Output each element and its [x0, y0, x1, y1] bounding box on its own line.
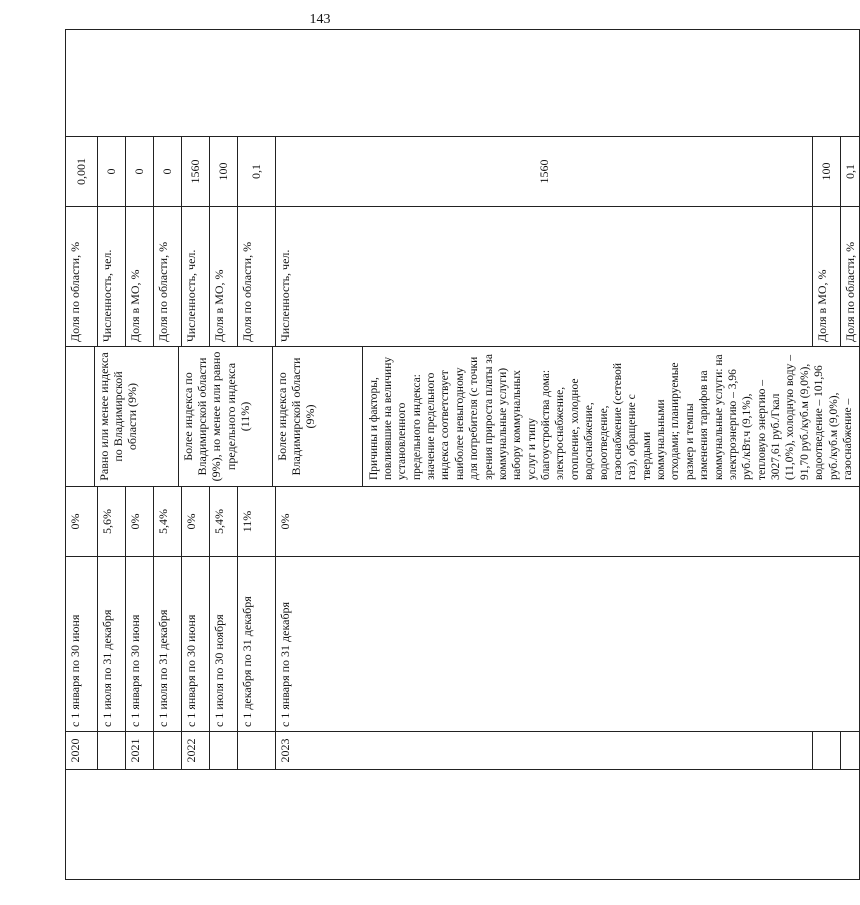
year-cell: 2020 [66, 732, 98, 770]
period-cell: с 1 июля по 31 декабря [98, 557, 126, 732]
index-cell: 5,4% [154, 487, 182, 557]
period-cell: с 1 июля по 30 ноября [210, 557, 238, 732]
indicator-cell: Доля в МО, % [126, 207, 154, 347]
value-cell: 0 [154, 137, 182, 207]
year-cell: 2022 [182, 732, 210, 770]
category-cell-mid: Более индекса по Владимирской области (9%), но менее или равно предельного индекса (11%) [178, 347, 272, 486]
period-cell: с 1 января по 31 декабря [276, 557, 860, 732]
category-cell-high: Более индекса по Владимирской области (9%) [272, 347, 362, 486]
value-cell: 0 [126, 137, 154, 207]
page-number: 143 [309, 12, 331, 27]
period-cell: с 1 декабря по 31 декабря [238, 557, 276, 732]
period-cell: с 1 января по 30 июня [182, 557, 210, 732]
rotated-table-sheet [65, 30, 857, 880]
indicator-cell: Доля в МО, % [812, 207, 840, 347]
period-cell: с 1 июля по 31 декабря [154, 557, 182, 732]
index-cell: 11% [238, 487, 276, 557]
index-cell: 5,6% [98, 487, 126, 557]
year-cell: 2021 [126, 732, 154, 770]
period-cell: с 1 января по 30 июня [66, 557, 98, 732]
indicator-cell: Доля по области, % [154, 207, 182, 347]
value-cell: 0,1 [238, 137, 276, 207]
indicator-cell: Доля по области, % [66, 207, 98, 347]
value-cell: 0,1 [840, 137, 859, 207]
value-cell: 1560 [276, 137, 813, 207]
year-cell: 2023 [276, 732, 813, 770]
empty-right-column [66, 30, 860, 137]
indicator-cell: Доля по области, % [840, 207, 859, 347]
index-cell: 0% [182, 487, 210, 557]
index-cell: 0% [276, 487, 860, 557]
index-cell: 0% [126, 487, 154, 557]
empty-left-column [66, 770, 860, 880]
indicator-cell: Численность, чел. [182, 207, 210, 347]
period-cell: с 1 января по 30 июня [126, 557, 154, 732]
value-cell: 0 [98, 137, 126, 207]
reasons-text: Причины и факторы, повлиявшие на величину установленного предельного индекса: значение предельного индекса соответствует наиболее невыгодному для потребителя (с точки зрения прироста платы за коммунальные услуги) набору коммунальных услуг и типу благоустройства дома: электроснабжение, отопление, холодное водоснабжение, водоотведение, газоснабжение (сетевой газ), обращение с твердыми коммунальными отходами; планируемые размер и темпы изменения тарифов на коммунальные услуги: на электроэнергию – 3,96 руб./кВт.ч (9,1%), тепловую энергию – 3027,61 руб./Гкал (11,0%), холодную воду – 91,70 руб./куб.м (9,0%), водоотведение – 101,96 руб./куб.м (9,0%), газоснабжение – [367, 354, 854, 480]
value-cell: 100 [210, 137, 238, 207]
indicator-cell: Доля в МО, % [210, 207, 238, 347]
value-cell: 0,001 [66, 137, 98, 207]
tariff-index-table [65, 29, 860, 880]
indicator-cell: Численность, чел. [276, 207, 813, 347]
value-cell: 1560 [182, 137, 210, 207]
indicator-cell: Доля по области, % [238, 207, 276, 347]
value-cell: 100 [812, 137, 840, 207]
indicator-cell: Численность, чел. [98, 207, 126, 347]
index-cell: 0% [66, 487, 98, 557]
index-cell: 5,4% [210, 487, 238, 557]
category-column [66, 347, 860, 487]
category-cell-low: Равно или менее индекса по Владимирской области (9%) [94, 347, 178, 486]
